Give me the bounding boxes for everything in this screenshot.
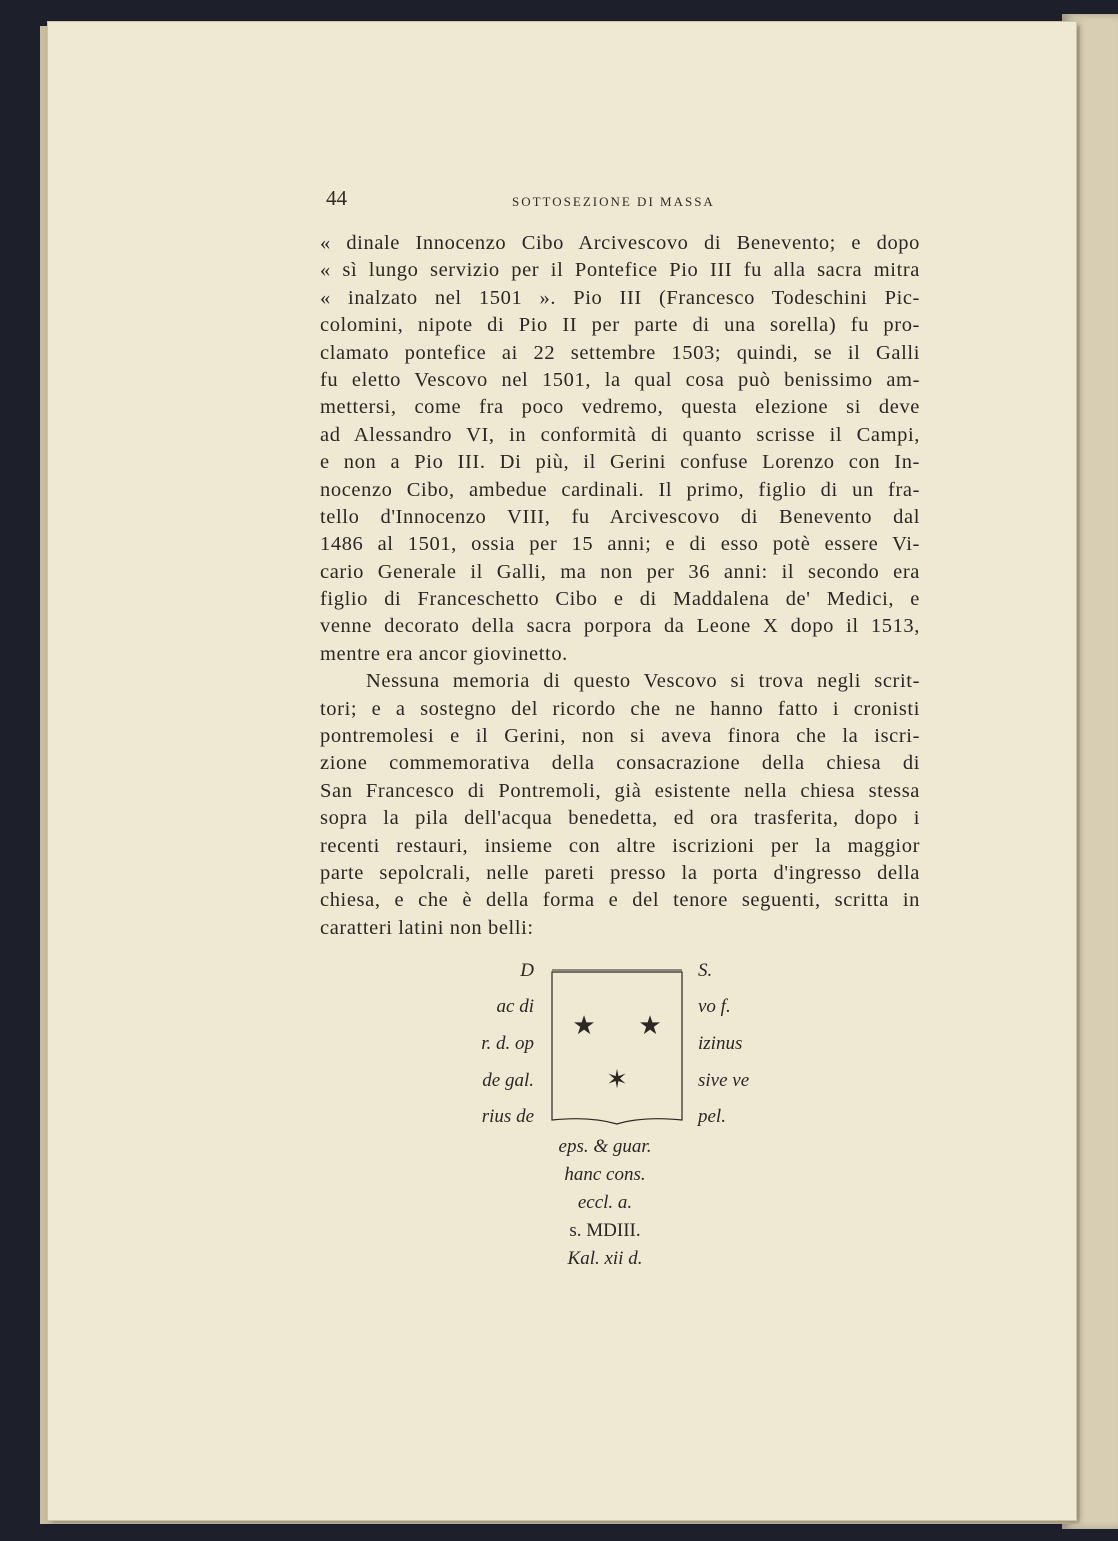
inscription-left-line: r. d. op [481,1033,534,1054]
inscription-right-line: izinus [698,1033,743,1054]
text-line: tello d'Innocenzo VIII, fu Arcivescovo di Benevento dal [320,505,920,528]
svg-text:★: ★ [572,1011,596,1041]
svg-text:★: ★ [638,1011,662,1041]
text-line: cario Generale il Galli, ma non per 36 anni: il secondo era [320,560,920,583]
text-line: recenti restauri, insieme con altre iscrizioni per la maggior [320,834,920,857]
text-line: e non a Pio III. Di più, il Gerini confuse Lorenzo con In- [320,451,920,474]
text-line: tori; e a sostegno del ricordo che ne hanno fatto i cronisti [320,697,920,720]
text-line: Nessuna memoria di questo Vescovo si trova negli scrit- [366,670,920,693]
text-line: fu eletto Vescovo nel 1501, la qual cosa può benissimo am- [320,368,920,391]
inscription-bottom-line: eps. & guar. [558,1136,652,1157]
page-number: 44 [326,186,347,210]
coat-of-arms-shield-icon [550,968,684,1128]
text-line: caratteri latini non belli: [320,916,534,939]
text-line: mettersi, come fra poco vedremo, questa elezione si deve [320,396,920,419]
inscription-left-line: ac di [496,996,534,1017]
inscription-left-line: de gal. [482,1070,534,1091]
running-head: SOTTOSEZIONE DI MASSA [512,194,715,209]
text-line: « dinale Innocenzo Cibo Arcivescovo di Benevento; e dopo [320,232,920,254]
text-line: parte sepolcrali, nelle pareti presso la porta d'ingresso della [320,861,920,884]
page-header [326,186,916,216]
text-line: nocenzo Cibo, ambedue cardinali. Il primo, figlio di un fra- [320,478,920,501]
inscription-left-line: D [520,960,534,981]
text-line: chiesa, e che è della forma e del tenore seguenti, scritta in [320,889,920,912]
text-line: « inalzato nel 1501 ». Pio III (Francesco Todeschini Pic- [320,286,920,309]
text-line: sopra la pila dell'acqua benedetta, ed ora trasferita, dopo i [320,807,920,830]
text-line: colomini, nipote di Pio II per parte di una sorella) fu pro- [320,314,920,337]
inscription-bottom-line: eccl. a. [577,1192,633,1213]
inscription-bottom-line: hanc cons. [564,1164,646,1185]
text-line: pontremolesi e il Gerini, non si aveva finora che la iscri- [320,725,920,748]
body-text [320,230,920,942]
text-line: mentre era ancor giovinetto. [320,642,568,665]
inscription-right-line: sive ve [698,1070,750,1091]
text-line: 1486 al 1501, ossia per 15 anni; e di esso potè essere Vi- [320,533,920,556]
inscription-right-line: vo f. [698,996,731,1017]
inscription-left-line: rius de [481,1106,534,1127]
inscription-bottom-line: Kal. xii d. [567,1248,643,1269]
svg-text:✶: ✶ [606,1065,628,1095]
text-line: clamato pontefice ai 22 settembre 1503; quindi, se il Galli [320,341,920,364]
text-line: figlio di Franceschetto Cibo e di Maddalena de' Medici, e [320,588,920,611]
inscription-right-line: S. [698,960,713,981]
inscription-right-line: pel. [698,1106,726,1127]
text-line: San Francesco di Pontremoli, già esistente nella chiesa stessa [320,779,920,802]
text-line: ad Alessandro VI, in conformità di quanto scrisse il Campi, [320,423,920,446]
inscription [470,950,790,1280]
text-line: « sì lungo servizio per il Pontefice Pio III fu alla sacra mitra [320,259,920,282]
text-line: venne decorato della sacra porpora da Leone X dopo il 1513, [320,615,920,638]
text-line: zione commemorativa della consacrazione della chiesa di [320,752,920,775]
inscription-bottom-line: s. MDIII. [569,1220,641,1241]
